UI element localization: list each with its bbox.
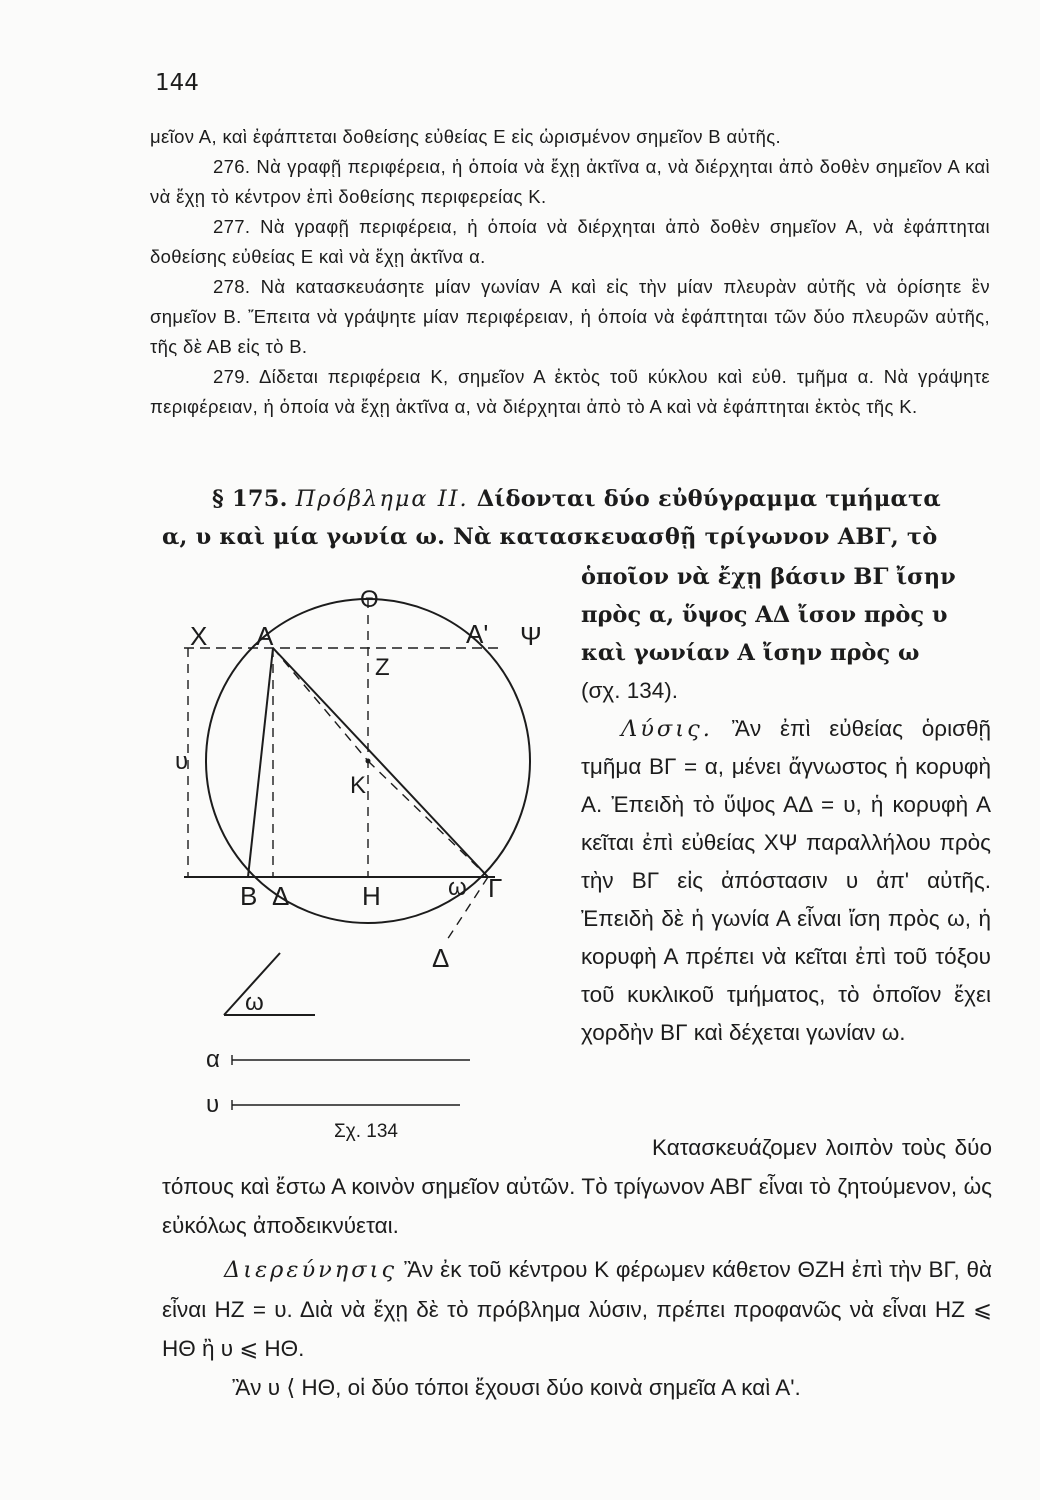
problem-line-1: Δίδονται δύο εὐθύγραμμα τμήματα	[476, 486, 941, 512]
label-a: Α	[256, 621, 274, 651]
label-k: Κ	[350, 772, 367, 799]
label-a-prime: Α'	[466, 619, 489, 649]
label-z: Ζ	[375, 654, 390, 681]
figure-reference: (σχ. 134).	[581, 678, 678, 703]
problem-line-4: πρὸς α, ὕψος ΑΔ ἴσον πρὸς υ	[581, 602, 948, 628]
line-a-k	[273, 648, 368, 761]
exercise-prev-line: μεῖον Α, καὶ ἐφάπτεται δοθείσης εὐθείας Ε εἰς ὡρισμένον σημεῖον Β αὐτῆς.	[150, 126, 782, 147]
problem-line-5: καὶ γωνίαν Α ἴσην πρὸς ω	[581, 640, 920, 666]
solution-block	[581, 710, 991, 1052]
problem-title: Πρόβλημα ΙΙ.	[295, 486, 469, 512]
figure-134	[170, 585, 570, 1145]
section-number: § 175.	[212, 486, 288, 512]
center-k	[366, 759, 371, 764]
label-delta-lower: Δ	[432, 943, 450, 973]
label-theta: Θ	[360, 586, 379, 613]
figure-caption: Σχ. 134	[334, 1121, 398, 1142]
label-h: Η	[362, 881, 381, 911]
problem-statement	[162, 480, 992, 556]
label-psi: Ψ	[520, 621, 542, 651]
label-omega-angle: ω	[245, 989, 264, 1016]
label-delta: Δ	[272, 881, 290, 911]
label-upsilon-segment: υ	[206, 1091, 220, 1118]
problem-line-2: α, υ καὶ μία γωνία ω. Νὰ κατασκευασθῇ τρίγωνον ΑΒΓ, τὸ	[162, 524, 938, 550]
exercises-block	[150, 122, 990, 422]
problem-continuation	[581, 558, 991, 710]
discussion-block	[162, 1250, 992, 1407]
label-gamma: Γ	[488, 873, 503, 903]
exercise-276: 276. Νὰ γραφῇ περιφέρεια, ἡ ὁποία νὰ ἔχῃ ἀκτῖνα α, νὰ διέρχηται ἀπὸ δοθὲν σημεῖον Α καὶ νὰ ἔχῃ τὸ κέντρον ἐπὶ δοθείσης περιφερείας Κ.	[150, 156, 990, 207]
side-ag	[273, 648, 488, 877]
label-omega: ω	[448, 874, 467, 901]
construction-text: Κατασκευάζομεν λοιπὸν τοὺς δύο τόπους καὶ ἔστω Α κοινὸν σημεῖον αὐτῶν. Τὸ τρίγωνον ΑΒΓ εἶναι τὸ ζητούμενον, ὡς εὐκόλως ἀποδεικνύεται.	[162, 1135, 992, 1238]
exercise-277: 277. Νὰ γραφῇ περιφέρεια, ἡ ὁποία νὰ διέρχηται ἀπὸ δοθὲν σημεῖον Α, νὰ ἐφάπτηται δοθείσης εὐθείας Ε καὶ νὰ ἔχῃ ἀκτῖνα α.	[150, 216, 990, 267]
label-x: Χ	[190, 621, 208, 651]
discussion-last-line: Ἂν υ ⟨ ΗΘ, οἱ δύο τόποι ἔχουσι δύο κοινὰ σημεῖα Α καὶ Α'.	[232, 1375, 801, 1400]
construction-block	[162, 1128, 992, 1245]
label-alpha-segment: α	[206, 1046, 220, 1073]
exercise-278: 278. Νὰ κατασκευάσητε μίαν γωνίαν Α καὶ εἰς τὴν μίαν πλευρὰν αὐτῆς νὰ ὁρίσητε ἓν σημεῖον Β. Ἔπειτα νὰ γράψητε μίαν περιφέρειαν, ἡ ὁποία νὰ ἐφάπτηται τῶν δύο πλευρῶν αὐτῆς, τῆς δὲ ΑΒ εἰς τὸ Β.	[150, 276, 990, 357]
side-ab	[248, 648, 273, 877]
exercise-279: 279. Δίδεται περιφέρεια Κ, σημεῖον Α ἐκτὸς τοῦ κύκλου καὶ εὐθ. τμῆμα α. Νὰ γράψητε περιφέρειαν, ἡ ὁποία νὰ ἔχῃ ἀκτῖνα α, νὰ διέρχηται ἀπὸ τὸ Α καὶ νὰ ἐφάπτηται ἐκτὸς τῆς Κ.	[150, 366, 990, 417]
label-upsilon: υ	[175, 748, 189, 775]
label-b: Β	[240, 881, 258, 911]
solution-text: Ἂν ἐπὶ εὐθείας ὁρισθῇ τμῆμα ΒΓ = α, μένει ἄγνωστος ἡ κορυφὴ Α. Ἐπειδὴ τὸ ὕψος ΑΔ = υ, ἡ κορυφὴ Α κεῖται ἐπὶ εὐθείας ΧΨ παραλλήλου πρὸς τὴν ΒΓ εἰς ἀπόστασιν υ ἀπ' αὐτῆς. Ἐπειδὴ δὲ ἡ γωνία Α εἶναι ἴση πρὸς ω, ἡ κορυφὴ Α πρέπει νὰ κεῖται ἐπὶ τοῦ τόξου τοῦ κυκλικοῦ τμήματος, τὸ ὁποῖον ἔχει χορδὴν ΒΓ καὶ δέχεται γωνίαν ω.	[581, 716, 991, 1045]
discussion-text: Ἂν ἐκ τοῦ κέντρου Κ φέρωμεν κάθετον ΘΖΗ ἐπὶ τὴν ΒΓ, θὰ εἶναι ΗΖ = υ. Διὰ νὰ ἔχῃ δὲ τὸ πρόβλημα λύσιν, πρέπει προφανῶς νὰ εἶναι ΗΖ ⩽ ΗΘ ἢ υ ⩽ ΗΘ.	[162, 1257, 992, 1361]
problem-line-3: ὁποῖον νὰ ἔχῃ βάσιν ΒΓ ἴσην	[581, 564, 956, 590]
line-k-g	[368, 761, 488, 877]
solution-label: Λύσις.	[621, 716, 713, 742]
discussion-label: Διερεύνησις	[224, 1257, 398, 1283]
page-number: 144	[155, 70, 199, 96]
